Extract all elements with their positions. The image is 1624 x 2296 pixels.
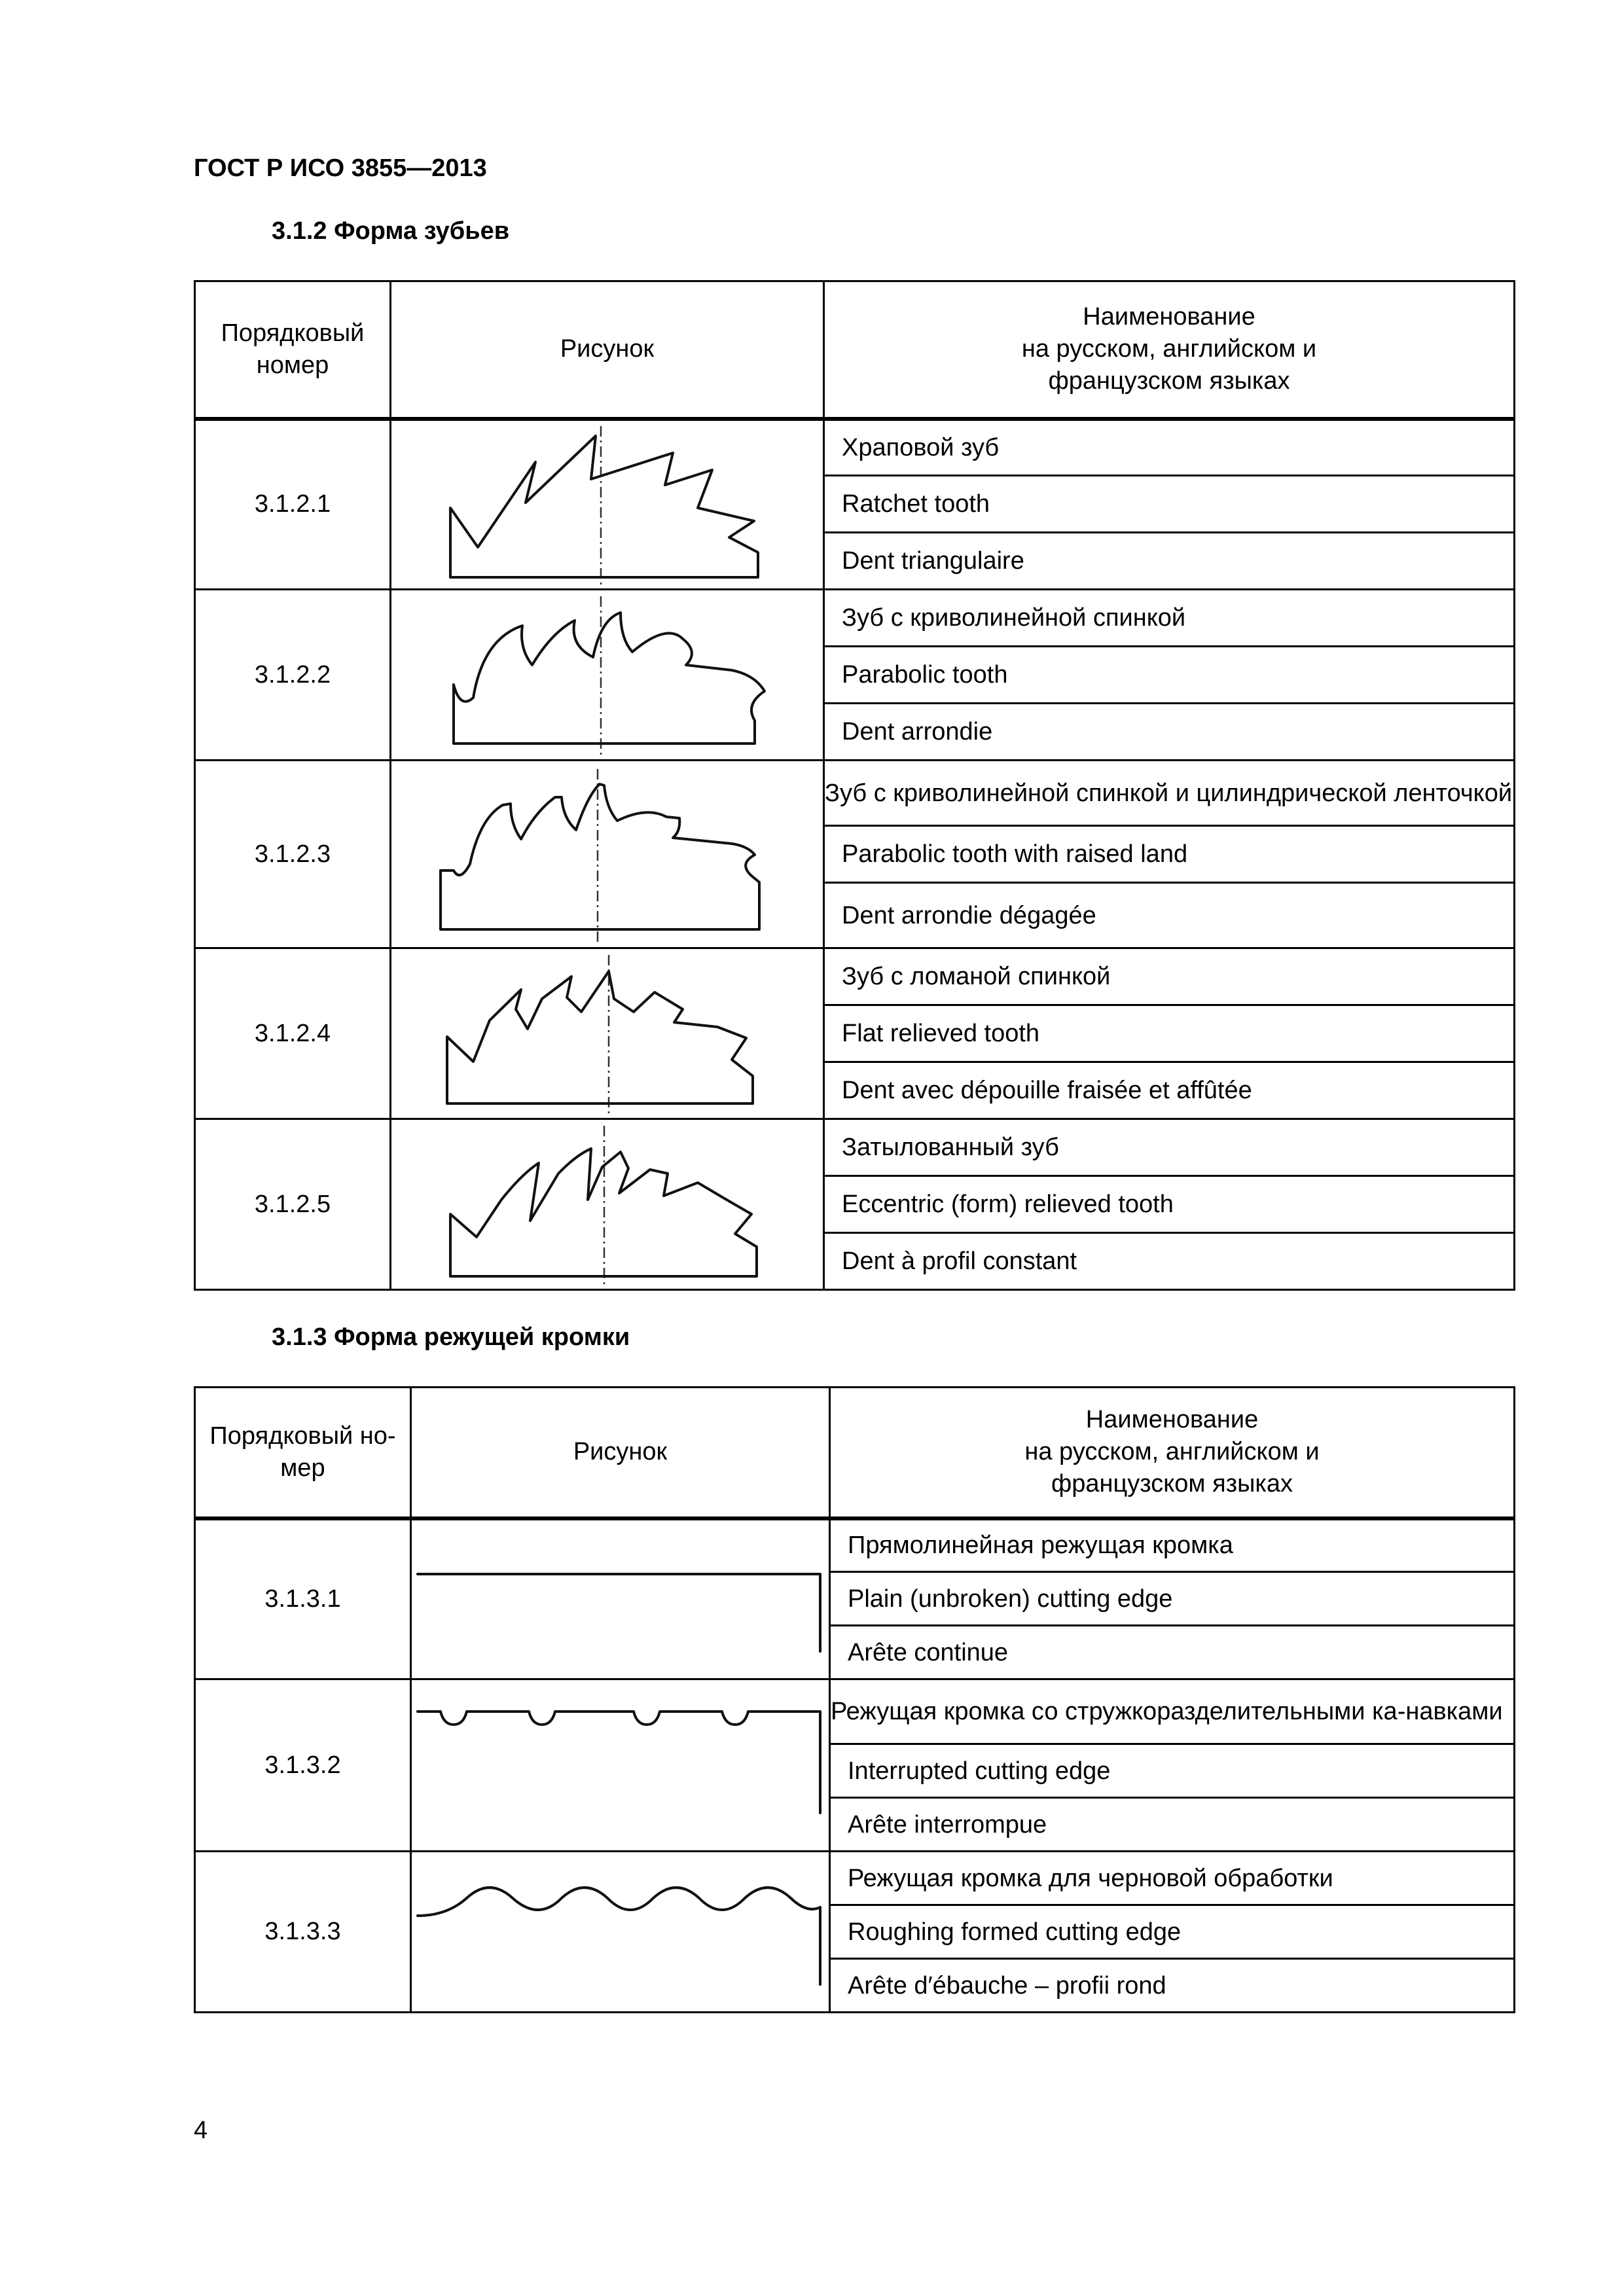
table-header-row [195, 1388, 1515, 1518]
name-cell: Прямолинейная режущая кромка [830, 1518, 1515, 1572]
name-cell: Затылованный зуб [824, 1119, 1515, 1176]
name-cell: Arête d′ébauche – profii rond [830, 1959, 1515, 2013]
name-cell: Flat relieved tooth [824, 1005, 1515, 1062]
row-number: 3.1.3.3 [195, 1852, 411, 2013]
name-cell: Режущая кромка для черновой обработки [830, 1852, 1515, 1905]
parabolic-tooth-drawing [391, 590, 824, 761]
name-cell: Parabolic tooth [824, 647, 1515, 704]
column-header-figure: Рисунок [411, 1388, 830, 1518]
column-header-number: Порядковый но-мер [195, 1388, 411, 1518]
flat-relieved-tooth-drawing [391, 948, 824, 1119]
row-number: 3.1.2.1 [195, 419, 391, 590]
cutting-edge-table [194, 1386, 1515, 2013]
teeth-shape-table [194, 280, 1515, 1291]
column-header-figure: Рисунок [391, 281, 824, 419]
row-number: 3.1.3.2 [195, 1679, 411, 1852]
table-row [195, 1852, 1515, 1905]
column-header-number: Порядковый номер [195, 281, 391, 419]
name-cell: Interrupted cutting edge [830, 1744, 1515, 1798]
name-cell: Plain (unbroken) cutting edge [830, 1572, 1515, 1626]
name-cell: Ratchet tooth [824, 476, 1515, 533]
page-number: 4 [194, 2117, 208, 2144]
ratchet-tooth-drawing [391, 419, 824, 590]
table-row [195, 761, 1515, 826]
table-header-row [195, 281, 1515, 419]
name-cell: Режущая кромка со стружкоразделительными ка-навками [830, 1679, 1515, 1744]
table-row [195, 419, 1515, 476]
document-code: ГОСТ Р ИСО 3855—2013 [194, 154, 487, 182]
name-cell: Dent arrondie dégagée [824, 883, 1515, 948]
name-cell: Roughing formed cutting edge [830, 1905, 1515, 1959]
name-cell: Dent à profil constant [824, 1233, 1515, 1290]
plain-edge-drawing [411, 1518, 830, 1679]
name-cell: Зуб с криволинейной спинкой [824, 590, 1515, 647]
roughing-edge-drawing [411, 1852, 830, 2013]
parabolic-raised-land-drawing [391, 761, 824, 948]
row-number: 3.1.3.1 [195, 1518, 411, 1679]
column-header-name: Наименование на русском, английском и французском языках [824, 281, 1515, 419]
row-number: 3.1.2.5 [195, 1119, 391, 1290]
name-cell: Зуб с криволинейной спинкой и цилиндрической ленточкой [824, 761, 1515, 826]
name-cell: Dent triangulaire [824, 533, 1515, 590]
interrupted-edge-drawing [411, 1679, 830, 1852]
column-header-name: Наименование на русском, английском и французском языках [830, 1388, 1515, 1518]
section-title-cutting-edge: 3.1.3 Форма режущей кромки [272, 1323, 630, 1351]
eccentric-relieved-tooth-drawing [391, 1119, 824, 1290]
name-cell: Dent avec dépouille fraisée et affûtée [824, 1062, 1515, 1119]
name-cell: Parabolic tooth with raised land [824, 826, 1515, 883]
table-row [195, 948, 1515, 1005]
table-row [195, 1518, 1515, 1572]
name-cell: Eccentric (form) relieved tooth [824, 1176, 1515, 1233]
name-cell: Храповой зуб [824, 419, 1515, 476]
row-number: 3.1.2.2 [195, 590, 391, 761]
section-title-teeth: 3.1.2 Форма зубьев [272, 217, 510, 245]
table-row [195, 590, 1515, 647]
table-row [195, 1679, 1515, 1744]
row-number: 3.1.2.3 [195, 761, 391, 948]
row-number: 3.1.2.4 [195, 948, 391, 1119]
table-row [195, 1119, 1515, 1176]
name-cell: Зуб с ломаной спинкой [824, 948, 1515, 1005]
name-cell: Dent arrondie [824, 704, 1515, 761]
name-cell: Arête interrompue [830, 1798, 1515, 1852]
name-cell: Arête continue [830, 1626, 1515, 1679]
